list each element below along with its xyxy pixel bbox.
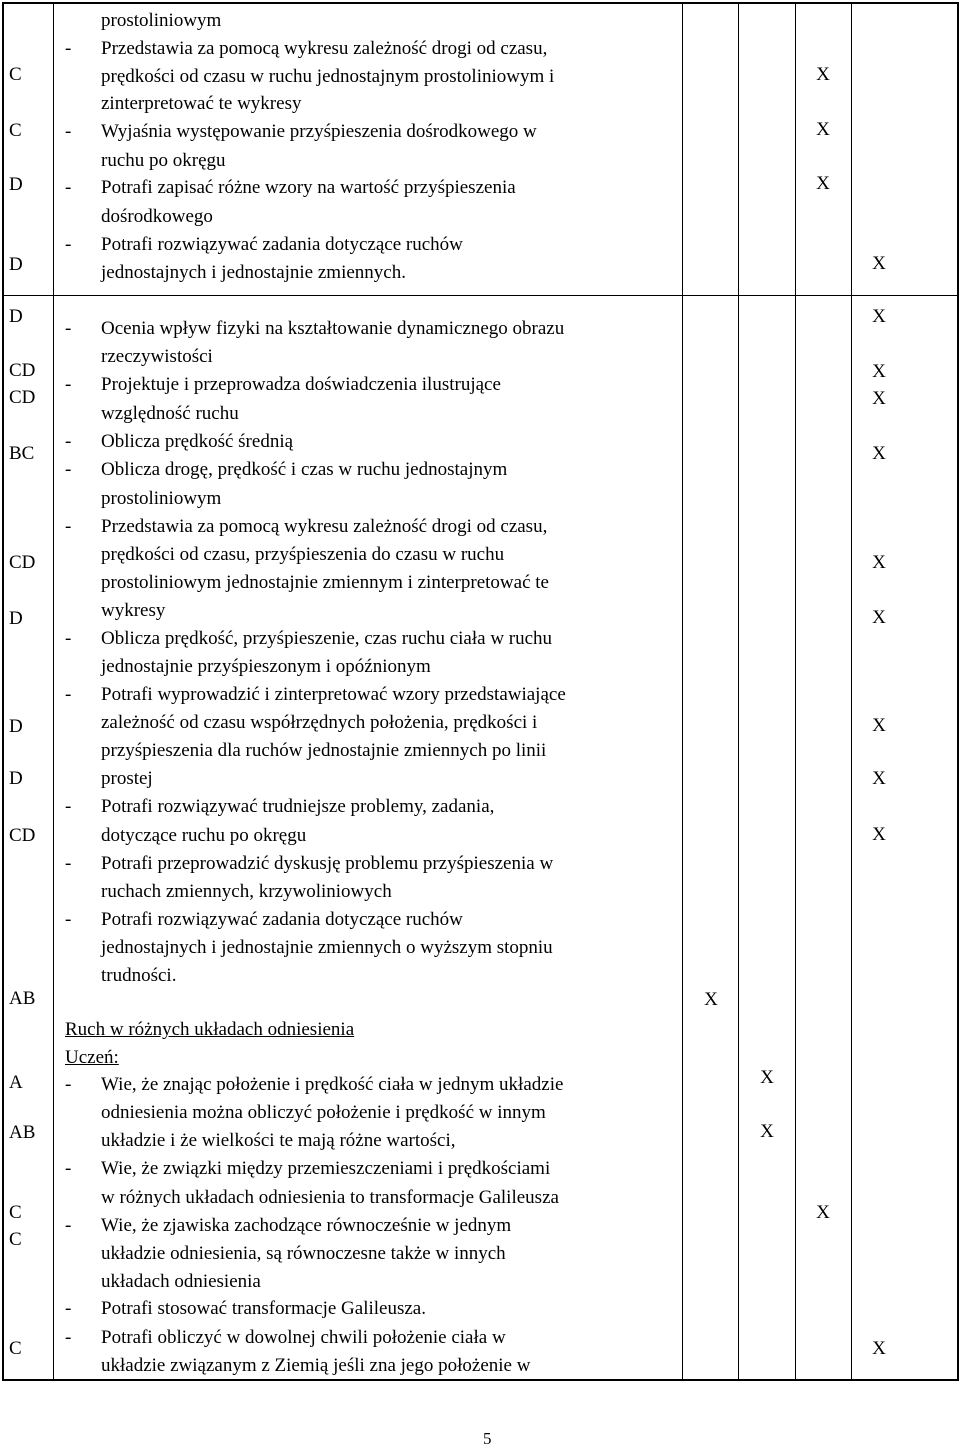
requirement-line: układach odniesienia <box>101 1271 261 1292</box>
requirement-level: C <box>9 1202 22 1223</box>
bullet-dash: - <box>65 1074 72 1095</box>
requirement-line: Przedstawia za pomocą wykresu zależność drogi od czasu, <box>101 516 548 537</box>
level-mark: X <box>872 361 886 382</box>
requirement-line: Projektuje i przeprowadza doświadczenia ilustrujące <box>101 374 501 395</box>
level-mark: X <box>816 1202 830 1223</box>
bullet-dash: - <box>65 516 72 537</box>
requirement-line: trudności. <box>101 965 177 986</box>
requirement-line: układzie związanym z Ziemią jeśli zna jego położenie w <box>101 1355 531 1376</box>
bullet-dash: - <box>65 684 72 705</box>
requirement-line: Potrafi obliczyć w dowolnej chwili położenie ciała w <box>101 1327 506 1348</box>
requirement-line: Potrafi rozwiązywać trudniejsze problemy, zadania, <box>101 796 495 817</box>
level-mark: X <box>872 552 886 573</box>
level-mark: X <box>872 253 886 274</box>
level-mark: X <box>872 607 886 628</box>
requirement-level: D <box>9 254 23 275</box>
requirement-level: C <box>9 1229 22 1250</box>
requirement-level: CD <box>9 825 36 846</box>
requirement-level: D <box>9 306 23 327</box>
requirement-level: AB <box>9 1122 36 1143</box>
requirement-line: względność ruchu <box>101 403 239 424</box>
requirement-level: CD <box>9 360 36 381</box>
level-mark: X <box>872 715 886 736</box>
bullet-dash: - <box>65 1298 72 1319</box>
requirement-level: C <box>9 64 22 85</box>
requirement-level: C <box>9 120 22 141</box>
level-mark: X <box>816 64 830 85</box>
level-mark: X <box>872 768 886 789</box>
requirement-line: Wie, że zjawiska zachodzące równocześnie w jednym <box>101 1215 512 1236</box>
requirement-line: prędkości od czasu, przyśpieszenia do czasu w ruchu <box>101 544 505 565</box>
requirement-level: D <box>9 768 23 789</box>
level-mark: X <box>816 119 830 140</box>
requirement-line: Potrafi rozwiązywać zadania dotyczące ruchów <box>101 909 463 930</box>
requirement-line: Potrafi zapisać różne wzory na wartość przyśpieszenia <box>101 177 516 198</box>
bullet-dash: - <box>65 1327 72 1348</box>
requirement-level: D <box>9 608 23 629</box>
column-border <box>795 2 796 1381</box>
requirement-line: Potrafi wyprowadzić i zinterpretować wzory przedstawiające <box>101 684 566 705</box>
requirement-line: prostoliniowym <box>101 488 222 509</box>
column-border <box>738 2 739 1381</box>
requirement-line: prostoliniowym jednostajnie zmiennym i zinterpretować te <box>101 572 549 593</box>
requirement-level: CD <box>9 387 36 408</box>
row-divider <box>2 295 958 296</box>
requirement-line: układzie odniesienia, są równoczesne także w innych <box>101 1243 506 1264</box>
level-mark: X <box>760 1121 774 1142</box>
section-subtitle: Uczeń: <box>65 1047 119 1068</box>
level-mark: X <box>704 989 718 1010</box>
table-bottom-border <box>2 1379 958 1381</box>
requirement-level: BC <box>9 443 35 464</box>
level-mark: X <box>872 1338 886 1359</box>
requirement-line: zależność od czasu współrzędnych położenia, prędkości i <box>101 712 538 733</box>
requirement-line: prędkości od czasu w ruchu jednostajnym prostoliniowym i <box>101 66 555 87</box>
requirement-line: Oblicza prędkość średnią <box>101 431 294 452</box>
level-mark: X <box>760 1067 774 1088</box>
requirement-line: jednostajnych i jednostajnie zmiennych o wyższym stopniu <box>101 937 553 958</box>
requirement-line: Potrafi stosować transformacje Galileusza. <box>101 1298 426 1319</box>
bullet-dash: - <box>65 909 72 930</box>
bullet-dash: - <box>65 318 72 339</box>
requirement-line: Ocenia wpływ fizyki na kształtowanie dynamicznego obrazu <box>101 318 565 339</box>
bullet-dash: - <box>65 177 72 198</box>
requirement-line: Wie, że związki między przemieszczeniami i prędkościami <box>101 1158 551 1179</box>
bullet-dash: - <box>65 1215 72 1236</box>
requirement-line: ruchu po okręgu <box>101 150 226 171</box>
requirement-line: dotyczące ruchu po okręgu <box>101 825 307 846</box>
requirement-line: jednostajnie przyśpieszonym i opóźnionym <box>101 656 431 677</box>
requirement-line: Przedstawia za pomocą wykresu zależność drogi od czasu, <box>101 38 548 59</box>
bullet-dash: - <box>65 121 72 142</box>
page-number: 5 <box>483 1429 492 1448</box>
column-border <box>682 2 683 1381</box>
bullet-dash: - <box>65 374 72 395</box>
column-border <box>2 2 4 1381</box>
requirement-line: prostej <box>101 768 153 789</box>
requirement-level: D <box>9 716 23 737</box>
requirement-level: CD <box>9 552 36 573</box>
level-mark: X <box>872 443 886 464</box>
bullet-dash: - <box>65 796 72 817</box>
level-mark: X <box>872 388 886 409</box>
requirement-line: prostoliniowym <box>101 10 222 31</box>
requirement-line: zinterpretować te wykresy <box>101 93 302 114</box>
level-mark: X <box>872 306 886 327</box>
section-title: Ruch w różnych układach odniesienia <box>65 1019 355 1040</box>
requirement-level: C <box>9 1338 22 1359</box>
requirement-line: Wyjaśnia występowanie przyśpieszenia dośrodkowego w <box>101 121 537 142</box>
bullet-dash: - <box>65 628 72 649</box>
requirement-level: A <box>9 1072 23 1093</box>
bullet-dash: - <box>65 431 72 452</box>
requirement-line: Oblicza drogę, prędkość i czas w ruchu jednostajnym <box>101 459 508 480</box>
table-top-border <box>2 2 958 4</box>
requirement-line: Wie, że znając położenie i prędkość ciała w jednym układzie <box>101 1074 564 1095</box>
requirement-line: Potrafi przeprowadzić dyskusję problemu przyśpieszenia w <box>101 853 554 874</box>
requirement-line: układzie i że wielkości te mają różne wartości, <box>101 1130 456 1151</box>
bullet-dash: - <box>65 459 72 480</box>
requirement-level: D <box>9 174 23 195</box>
requirement-line: w różnych układach odniesienia to transformacje Galileusza <box>101 1187 559 1208</box>
column-border <box>851 2 852 1381</box>
bullet-dash: - <box>65 234 72 255</box>
bullet-dash: - <box>65 1158 72 1179</box>
requirement-level: AB <box>9 988 36 1009</box>
level-mark: X <box>872 824 886 845</box>
bullet-dash: - <box>65 38 72 59</box>
requirement-line: dośrodkowego <box>101 206 213 227</box>
requirement-line: jednostajnych i jednostajnie zmiennych. <box>101 262 406 283</box>
requirement-line: Potrafi rozwiązywać zadania dotyczące ruchów <box>101 234 463 255</box>
requirement-line: Oblicza prędkość, przyśpieszenie, czas ruchu ciała w ruchu <box>101 628 553 649</box>
requirement-line: rzeczywistości <box>101 346 213 367</box>
requirement-line: odniesienia można obliczyć położenie i prędkość w innym <box>101 1102 546 1123</box>
requirement-line: wykresy <box>101 600 166 621</box>
requirement-line: ruchach zmiennych, krzywoliniowych <box>101 881 392 902</box>
column-border <box>53 2 54 1381</box>
level-mark: X <box>816 173 830 194</box>
column-border <box>957 2 959 1381</box>
requirement-line: przyśpieszenia dla ruchów jednostajnie zmiennych po linii <box>101 740 547 761</box>
bullet-dash: - <box>65 853 72 874</box>
